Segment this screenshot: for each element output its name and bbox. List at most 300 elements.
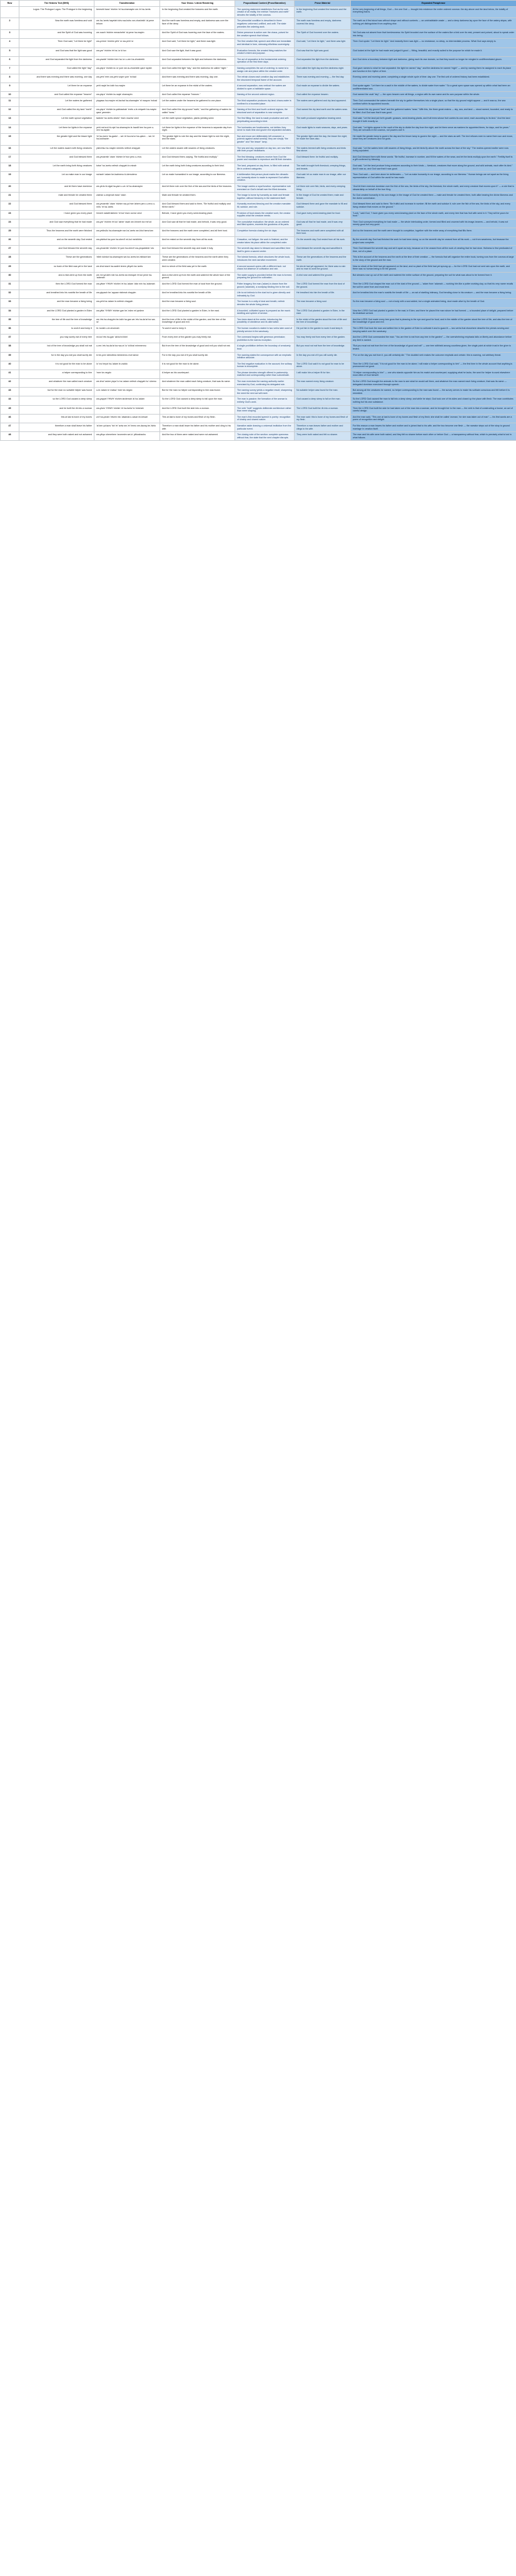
table-row xyxy=(1,352,516,361)
propositional-content: The human vocation is stated in two verbs later used of priestly service in the sanctuary. xyxy=(235,325,295,334)
row-number: 19 xyxy=(1,172,19,184)
propositional-content: The image is borne by humanity as male and female together, without hierarchy in the statement itself. xyxy=(235,193,295,201)
propositional-content: Naming of the second ordered region. xyxy=(235,92,295,98)
gloss-literal: And God saw all that he had made, and behold, it was very good. xyxy=(160,219,235,228)
col-header-paraphrase: Expanded Paraphrase xyxy=(351,1,516,7)
gloss-literal: Let the earth sprout vegetation, plants yielding seed. xyxy=(160,116,235,124)
row-number: 45 xyxy=(1,405,19,414)
row-number: 6 xyxy=(1,56,19,65)
propositional-content: The sea and sky, separated on day two, are now filled with their proper inhabitants. xyxy=(235,145,295,154)
gloss-literal: And God saw the light, that it was good. xyxy=(160,48,235,56)
expanded-paraphrase: Then the LORD God said, "It is not good for the man to be alone; I will make a helper corresponding to him" — the first time in the whole account that anything is pronounced not good. xyxy=(351,361,516,370)
expanded-paraphrase: So the man became a living soul — not a body with a soul added, but a single animated being, dust made alive by the breath of God. xyxy=(351,299,516,308)
expanded-paraphrase: Then God said — and here alone he deliberates — "Let us make humanity in our image, according to our likeness." Human beings are set apart as the living representation of God within the world he has made. xyxy=(351,172,516,184)
gloss-literal: And whatever the man called each living creature, that was its name. xyxy=(160,379,235,388)
hebrew-text: and they were both naked and not ashamed xyxy=(19,432,94,441)
gloss-literal: Let there be an expanse in the midst of the waters. xyxy=(160,83,235,92)
hebrew-text: God called the light "day" xyxy=(19,65,94,74)
transliteration: wa-yavdel 'elohim ben ha-'or u-ven ha-choshekh xyxy=(94,56,160,65)
row-number: 26 xyxy=(1,237,19,246)
transliteration: we-yirdu bi-dgat ha-yam u-ve-'of ha-shamayim xyxy=(94,183,160,192)
table-row xyxy=(1,263,516,272)
hebrew-text: Let the waters swarm with living creatures xyxy=(19,145,94,154)
expanded-paraphrase: Yet God was not absent from that formlessness: his Spirit brooded over the surface of the waters like a bird over its nest, present and poised, about to speak order into being. xyxy=(351,30,516,39)
table-row xyxy=(1,210,516,219)
transliteration: lo' tov heyot ha-'adam le-vaddo xyxy=(94,361,160,370)
propositional-content: The primordial condition is described in three negatives: unformed, unfilled, and unlit. The state precedes the ordering work. xyxy=(235,18,295,30)
row-number: 24 xyxy=(1,219,19,228)
transliteration: we-ruach 'elohim merachefet 'al-pene ha-mayim xyxy=(94,30,160,39)
hebrew-text: Let there be lights in the expanse xyxy=(19,124,94,133)
propositional-content: The land, prepared on day three, is filled with animal life in ordered categories. xyxy=(235,163,295,171)
transliteration: 'al ken ya'azov 'ish 'et 'aviw we-'et 'immo we-davaq be-'ishto xyxy=(94,423,160,432)
table-row xyxy=(1,193,516,201)
gloss-literal: And the heavens and the earth were completed, and all their host. xyxy=(160,228,235,236)
row-number: 29 xyxy=(1,263,19,272)
prose-material: You may freely eat from every tree of the garden. xyxy=(295,335,351,343)
gloss-literal: Let the waters swarm with swarms of living creatures. xyxy=(160,145,235,154)
row-number: 17 xyxy=(1,154,19,163)
gloss-literal: From every tree of the garden you may freely eat. xyxy=(160,335,235,343)
hebrew-text: and the man became a living being xyxy=(19,299,94,308)
hebrew-text: no bush of the field was yet in the land xyxy=(19,263,94,272)
transliteration: wa-yehi 'erev wa-yehi voqer yom 'echad xyxy=(94,74,160,83)
hebrew-text: Let the waters be gathered xyxy=(19,98,94,107)
table-row xyxy=(1,343,516,352)
expanded-paraphrase: But among all the creatures he named, no helper corresponding to the man was found — the survey serves to make his solitude conscious and felt before it is remedied. xyxy=(351,388,516,396)
propositional-content: Sun and moon are deliberately left unnamed, a polemic against astral worship; they are simply "the greater" and "the lesser" lamp. xyxy=(235,133,295,145)
expanded-paraphrase: So God created humanity in his own image; in the image of God he created them — male and female he created them, both alike bearing the divine likeness and the divine commission. xyxy=(351,193,516,201)
row-number: 31 xyxy=(1,281,19,290)
propositional-content: The opening statement establishes God as the sole creator of all reality; the merism "heavens and earth" denotes the totality of the cosmos. xyxy=(235,6,295,18)
propositional-content: Humanity receives blessing and the creation mandate: fill, subdue, and rule. xyxy=(235,201,295,210)
transliteration: we-ha-'arets hayetah tohu wa-bohu we-choshekh 'al-pene tehom xyxy=(94,18,160,30)
propositional-content: Life is not intrinsic to the dust but is given directly and intimately by God. xyxy=(235,290,295,299)
expanded-paraphrase: Now no shrub of the field had yet appeared on the land, and no plant of the field had yet sprung up — for the LORD God had not sent rain upon the earth, and there was no human being to till the ground. xyxy=(351,263,516,272)
table-row xyxy=(1,379,516,388)
hebrew-text: and God called the expanse "heaven" xyxy=(19,92,94,98)
row-number: 9 xyxy=(1,83,19,92)
propositional-content: The image carries a royal function: representative rule exercised on God's behalf over the filled domains. xyxy=(235,183,295,192)
expanded-paraphrase: The LORD God took the man and settled him in the garden of Eden to cultivate it and to guard it — two verbs that elsewhere describe the priests serving and keeping watch over the sanctuary. xyxy=(351,325,516,334)
propositional-content: A single prohibition defines the boundary of creaturely trust. xyxy=(235,343,295,352)
row-number: 32 xyxy=(1,290,19,299)
prose-material: The heavens and earth were completed with all their host. xyxy=(295,228,351,236)
propositional-content: The warning states the consequence with an emphatic infinitive absolute. xyxy=(235,352,295,361)
transliteration: wa-yehi ha-'adam le-nefesh chayyah xyxy=(94,299,160,308)
col-header-prose: Prose Material xyxy=(295,1,351,7)
hebrew-text: and he built the rib into a woman xyxy=(19,405,94,414)
row-number: 40 xyxy=(1,361,19,370)
expanded-paraphrase: God said, "Let lights appear in the vault of the sky to divide the day from the night, and let them serve as markers for appointed times, for days, and for years." They are servants in the cosmos, not powers over it. xyxy=(351,124,516,133)
expanded-paraphrase: God said, "Let the waters teem with swarms of living things, and let birds fly above the earth across the face of the sky." The realms opened earlier were now richly populated. xyxy=(351,145,516,154)
prose-material: Let them rule over fish, birds, and every creeping thing. xyxy=(295,183,351,192)
transliteration: zo't ha-pa'am 'etsem me-'atsamai u-vasar mi-besari xyxy=(94,414,160,423)
expanded-paraphrase: And so the heavens and the earth were brought to completion, together with the entire array of everything that fills them. xyxy=(351,228,516,236)
gloss-literal: Let there be lights in the expanse of the heavens to separate day from night. xyxy=(160,124,235,133)
table-row xyxy=(1,316,516,325)
transliteration: wa-yevarekh 'elohim 'et yom ha-shevi'i wa-yeqaddesh 'oto xyxy=(94,246,160,254)
row-number: 18 xyxy=(1,163,19,171)
hebrew-text: so the LORD God caused a deep sleep xyxy=(19,396,94,405)
table-row xyxy=(1,92,516,98)
expanded-paraphrase: He made the greater lamp to govern the day and the lesser lamp to govern the night — and the stars as well. The text refuses even to name them sun and moon, since they are creatures and not gods. xyxy=(351,133,516,145)
transliteration: wa-yevarekh 'otam 'elohim wa-yo'mer lahem peru u-revu u-mil'u 'et ha-'arets xyxy=(94,201,160,210)
table-row xyxy=(1,154,516,163)
row-number: 8 xyxy=(1,74,19,83)
gloss-literal: And God blessed them, saying, "Be fruitful and multiply." xyxy=(160,154,235,163)
col-header-transliteration: Transliteration xyxy=(94,1,160,7)
table-row xyxy=(1,325,516,334)
propositional-content: A bounded, cultivated space is prepared as the man's dwelling and sphere of service. xyxy=(235,308,295,316)
prose-material: No suitable helper was found for the man. xyxy=(295,388,351,396)
gloss-literal: And the Spirit of God was hovering over the face of the waters. xyxy=(160,30,235,39)
prose-material: The greater light ruled the day, the lesser the night; he made the stars also. xyxy=(295,133,351,145)
hebrew-text: Logos: The Prologue Logos: The Prologue In the beginning xyxy=(19,6,94,18)
gloss-literal: For in the day you eat of it you shall surely die. xyxy=(160,352,235,361)
expanded-paraphrase: Then the LORD God shaped the man out of the dust of the ground — 'adam from 'adamah — working him like a potter working clay, so that his very name recalls the soil he came from and must tend. xyxy=(351,281,516,290)
hebrew-text: but of the tree of knowledge you shall not eat xyxy=(19,343,94,352)
hebrew-text: and God saw everything that he had made xyxy=(19,219,94,228)
propositional-content: The first creative fiat; speech and effect are immediate and identical in form, stressing effortless sovereignty. xyxy=(235,39,295,48)
table-row xyxy=(1,163,516,171)
row-number: 30 xyxy=(1,272,19,281)
expanded-paraphrase: "For on the day you eat from it, you will certainly die." The doubled verb makes the outcome emphatic and certain: this is warning, not arbitrary threat. xyxy=(351,352,516,361)
propositional-content: The act of separation is the fundamental ordering operation of the first three days. xyxy=(235,56,295,65)
row-number: 14 xyxy=(1,124,19,133)
table-row xyxy=(1,56,516,65)
hebrew-text: and God separated the light from the darkness xyxy=(19,56,94,65)
gloss-literal: So the LORD God caused a deep sleep to fall upon the man. xyxy=(160,396,235,405)
row-number: 15 xyxy=(1,133,19,145)
table-row xyxy=(1,18,516,30)
table-row xyxy=(1,201,516,210)
propositional-content: A second account opens with a different lack: not chaos but absence of cultivation and rain. xyxy=(235,263,295,272)
table-row xyxy=(1,423,516,432)
hebrew-text: and God blessed them xyxy=(19,154,94,163)
table-row xyxy=(1,172,516,184)
hebrew-text: and breathed into his nostrils the breath of life xyxy=(19,290,94,299)
expanded-paraphrase: God spoke again: "Let there be a vault in the middle of the waters, to divide water from water." So a great open space was opened up within what had been an undifferentiated sea. xyxy=(351,83,516,92)
gloss-literal: Male and female he created them. xyxy=(160,193,235,201)
prose-material: God blessed the seventh day and sanctified it. xyxy=(295,246,351,254)
prose-material: The man said: this is bone of my bones and flesh of my flesh. xyxy=(295,414,351,423)
row-number: 37 xyxy=(1,335,19,343)
hebrew-text: Now the earth was formless and void xyxy=(19,18,94,30)
prose-material: They were both naked and felt no shame. xyxy=(295,432,351,441)
hebrew-text: and let them have dominion xyxy=(19,183,94,192)
expanded-paraphrase: Then God blessed the seventh day and set it apart as holy, because on it he ceased from all the work of creating that he had done. Holiness is first predicated of time, not of a place. xyxy=(351,246,516,254)
transliteration: 'elleh toledot ha-shamayim we-ha-'arets be-hibbare'am xyxy=(94,254,160,263)
hebrew-text: and God called the dry land "earth" xyxy=(19,107,94,116)
gloss-literal: And the tree of life in the midst of the garden, and the tree of the knowledge of good and evil. xyxy=(160,316,235,325)
prose-material: God blessed them and gave the mandate to fill and subdue. xyxy=(295,201,351,210)
propositional-content: The man is passive; the formation of the woman is entirely God's work. xyxy=(235,396,295,405)
hebrew-text: then the LORD God formed the man xyxy=(19,281,94,290)
row-number: 28 xyxy=(1,254,19,263)
gloss-literal: And the earth was formless and empty, and darkness was over the face of the deep. xyxy=(160,18,235,30)
gloss-literal: It is not good for the man to be alone. xyxy=(160,361,235,370)
table-row xyxy=(1,405,516,414)
table-row xyxy=(1,39,516,48)
transliteration: 'ezer ke-negdo xyxy=(94,370,160,378)
transliteration: we-'ed ya'aleh min ha-'arets we-hishqah 'et kol pene ha-'adamah xyxy=(94,272,160,281)
gloss-literal: And no shrub of the field was yet in the earth. xyxy=(160,263,235,272)
prose-material: The LORD God built the rib into a woman. xyxy=(295,405,351,414)
table-row xyxy=(1,414,516,423)
gloss-literal: And there was evening and there was morning, day one. xyxy=(160,74,235,83)
expanded-paraphrase: And he breathed into the man's nostrils the breath of life — an act of startling intimacy, God bending close to his creature — and the man became a living being. xyxy=(351,290,516,299)
hebrew-text: it is not good for the man to be alone xyxy=(19,361,94,370)
gloss-literal: And the man became a living soul. xyxy=(160,299,235,308)
transliteration: wa-yiqra' 'elohim la-raqia' shamayim xyxy=(94,92,160,98)
propositional-content: The command begins with generous permission; prohibition is the narrow exception. xyxy=(235,335,295,343)
table-row xyxy=(1,116,516,124)
propositional-content: Potter imagery; the man ('adam) is drawn from the ground ('adamah), a wordplay binding him to the soil. xyxy=(235,281,295,290)
row-number: 41 xyxy=(1,370,19,378)
transliteration: wa-yitser YHWH 'elohim 'et ha-'adam 'afar min ha-'adamah xyxy=(94,281,160,290)
row-number: 27 xyxy=(1,246,19,254)
table-row xyxy=(1,6,516,18)
transliteration: wa-yekhullu ha-shamayim we-ha-'arets we-khol tseva'am xyxy=(94,228,160,236)
prose-material: In the midst of the garden stood the tree of life and the tree of knowledge. xyxy=(295,316,351,325)
row-number: 38 xyxy=(1,343,19,352)
propositional-content: Divine presence is active over the chaos, poised for the creative speech that follows. xyxy=(235,30,295,39)
prose-material: God blessed them: be fruitful and multiply. xyxy=(295,154,351,163)
prose-material: The LORD God said it is not good for man to be alone. xyxy=(295,361,351,370)
hebrew-text: Let the earth sprout vegetation xyxy=(19,116,94,124)
row-number: 21 xyxy=(1,193,19,201)
transliteration: zakhar u-neqevah bara' 'otam xyxy=(94,193,160,201)
row-number: 11 xyxy=(1,98,19,107)
hebrew-text: Thus the heavens and the earth were finished xyxy=(19,228,94,236)
transliteration: tadshe' ha-'arets deshe' 'esev mazria' zera' xyxy=(94,116,160,124)
table-row xyxy=(1,48,516,56)
transliteration: wa-yishbot ba-yom ha-shevi'i mi-kol mela'khto xyxy=(94,237,160,246)
propositional-content: A second separation, now vertical: the waters are divided to open a habitable space. xyxy=(235,83,295,92)
table-row xyxy=(1,107,516,116)
prose-material: In the beginning God created the heavens and the earth. xyxy=(295,6,351,18)
row-number: 22 xyxy=(1,201,19,210)
prose-material: The waters teemed with living creatures and birds flew above. xyxy=(295,145,351,154)
hebrew-text: and God blessed the seventh day xyxy=(19,246,94,254)
prose-material: The earth was formless and empty, darkness covered the deep. xyxy=(295,18,351,30)
prose-material: The earth produced vegetation bearing seed. xyxy=(295,116,351,124)
transliteration: totse' ha-'arets nefesh chayyah le-minah xyxy=(94,163,160,171)
expanded-paraphrase: God looked at the light he had made and judged it good — fitting, beautiful, and exactly suited to the purpose for which he made it. xyxy=(351,48,516,56)
propositional-content: The luminaries are functionaries, not deities: they serve to mark time and govern the separated domains. xyxy=(235,124,295,133)
col-header-row: Row xyxy=(1,1,19,7)
transliteration: wa-yo'mer 'elohim yehi 'or wa-yehi 'or xyxy=(94,39,160,48)
table-row xyxy=(1,145,516,154)
prose-material: The waters were gathered and dry land appeared. xyxy=(295,98,351,107)
row-number: 12 xyxy=(1,107,19,116)
hebrew-text: you may surely eat of every tree xyxy=(19,335,94,343)
propositional-content: The human is a unity of dust and breath; nefesh denotes the whole living person. xyxy=(235,299,295,308)
table-row xyxy=(1,237,516,246)
row-number xyxy=(1,6,19,18)
gloss-literal: Let us make humankind in our image, according to our likeness. xyxy=(160,172,235,184)
propositional-content: The naming survey yields a negative result, sharpening the need the next act will meet. xyxy=(235,388,295,396)
row-number: 34 xyxy=(1,308,19,316)
hebrew-text: Then God said, "Let there be light" xyxy=(19,39,94,48)
col-header-gloss: Your Gloss / Literal Rendering xyxy=(160,1,235,7)
expanded-paraphrase: God gave names to what he had separated: the light he named "day," and the darkness he named "night" — and by naming them he assigned to each its place and function in the rhythm of time. xyxy=(351,65,516,74)
hebrew-text: but for the man no suitable helper was found xyxy=(19,388,94,396)
gloss-literal: But from the tree of the knowledge of good and evil you shall not eat. xyxy=(160,343,235,352)
table-row xyxy=(1,272,516,281)
propositional-content: The man's first recorded speech is poetry: recognition of kinship and shared nature. xyxy=(235,414,295,423)
gloss-literal: And God said, "Let there be light," and there was light. xyxy=(160,39,235,48)
table-row xyxy=(1,370,516,378)
prose-material: He breathed into him the breath of life. xyxy=(295,290,351,299)
prose-material: God saw all that he had made, and it was very good. xyxy=(295,219,351,228)
expanded-paraphrase: So the LORD God caused the man to fall into a deep sleep; and while he slept, God took one of his sides and closed up the place with flesh. The man contributes nothing but his own substance. xyxy=(351,396,516,405)
propositional-content: Completion formula closing the six days. xyxy=(235,228,295,236)
gloss-literal: And God called the dry ground "earth," and the gathering of waters he called "seas." xyxy=(160,107,235,116)
prose-material: In the image of God he created them; male and female. xyxy=(295,193,351,201)
header-row xyxy=(1,1,516,7)
col-header-propositional: Propositional Content (Prose/Narrative) xyxy=(235,1,295,7)
translation-table xyxy=(0,0,516,441)
prose-material: God caused a deep sleep to fall on the man. xyxy=(295,396,351,405)
hebrew-text: and the Spirit of God was hovering xyxy=(19,30,94,39)
table-row xyxy=(1,335,516,343)
prose-material: God called the light day and the darkness night. xyxy=(295,65,351,74)
hebrew-text: and the LORD God planted a garden in Eden xyxy=(19,308,94,316)
propositional-content: The closing note of the section: complete openness without fear, the state that the next chapter disrupts. xyxy=(235,432,295,441)
expanded-paraphrase: "And let them exercise dominion over the fish of the sea, the birds of the sky, the livestock, the whole earth, and every creature that moves upon it" — a rule that is stewardship on behalf of the true King. xyxy=(351,183,516,192)
propositional-content: Two trees stand at the center, introducing the possibility of obedience and its alternative. xyxy=(235,316,295,325)
transliteration: yiqqawu ha-mayim mi-tachat ha-shamayim 'el maqom 'echad xyxy=(94,98,160,107)
expanded-paraphrase: And the LORD God commanded the man: "You are free to eat from any tree in the garden" — the overwhelming emphasis falls on liberty and abundance before any limit is named. xyxy=(351,335,516,343)
prose-material: In the day you eat of it you will surely die. xyxy=(295,352,351,361)
prose-material: The man became a living soul. xyxy=(295,299,351,308)
table-row xyxy=(1,388,516,396)
expanded-paraphrase: Then God surveyed everything he had made — the whole interlocking order, formed and filled and crowned with his image-bearers — and behold, it was not merely good but very good. xyxy=(351,219,516,228)
gloss-literal: These are the generations of the heavens and the earth when they were created. xyxy=(160,254,235,263)
expanded-paraphrase: God said, "Let the land put forth growth: grasses, seed-bearing plants, and fruit trees whose fruit carries its own seed, each according to its kind." And the land brought it forth exactly so. xyxy=(351,116,516,124)
transliteration: we-khol 'asher yiqra' lo ha-'adam nefesh chayyah hu' shemo xyxy=(94,379,160,388)
prose-material: On the seventh day God rested from all his work. xyxy=(295,237,351,246)
prose-material: He put him in the garden to work it and keep it. xyxy=(295,325,351,334)
row-number: 23 xyxy=(1,210,19,219)
expanded-paraphrase: Then God commanded the waters beneath the sky to gather themselves into a single place, so that the dry ground might appear — and it was so, the sea confined within its appointed bounds. xyxy=(351,98,516,107)
hebrew-text: I have given you every plant xyxy=(19,210,94,219)
gloss-literal: In the beginning God created the heavens and the earth. xyxy=(160,6,235,18)
expanded-paraphrase: "But you must not eat from the tree of the knowledge of good and evil" — one tree withheld among countless given, the single point at which trust in the giver is tested. xyxy=(351,343,516,352)
transliteration: yehi me'orot bi-rqia' ha-shamayim le-havdil ben ha-yom u-ven ha-laylah xyxy=(94,124,160,133)
hebrew-text: therefore a man shall leave his father xyxy=(19,423,94,432)
table-row xyxy=(1,219,516,228)
transliteration: yehi raqia' be-tokh ha-mayim xyxy=(94,83,160,92)
propositional-content: A deliberative first-person plural marks the climactic act; humanity alone is made to represent God within creation. xyxy=(235,172,295,184)
transliteration: wa-yar' 'elohim 'et kol 'asher 'asah we-hinneh tov me'od xyxy=(94,219,160,228)
row-number: 36 xyxy=(1,325,19,334)
propositional-content: Provision of food closes the creative work; the creator supplies what the creature needs. xyxy=(235,210,295,219)
expanded-paraphrase: God said, "Let the land produce living creatures according to their kinds — livestock, creatures that move along the ground, and wild animals, each after its kind." And it was so, and God saw that it was good. xyxy=(351,163,516,171)
transliteration: yishretsu ha-mayim sherets nefesh chayyah xyxy=(94,145,160,154)
prose-material: God separated the light from the darkness. xyxy=(295,56,351,65)
propositional-content: Evaluation formula; the created thing matches the creator's intent and purpose. xyxy=(235,48,295,56)
transliteration: wa-yitta' YHWH 'elohim gan be-'eden mi-qedem xyxy=(94,308,160,316)
propositional-content: The third separation produces dry land; chaos-water is confined to a bounded place. xyxy=(235,98,295,107)
row-number: 2 xyxy=(1,18,19,30)
table-body xyxy=(1,6,516,441)
transliteration: we-'ets ha-chayyim be-tokh ha-gan we-'ets ha-da'at tov wa-ra' xyxy=(94,316,160,325)
prose-material: The earth brought forth livestock, creeping things, and beasts. xyxy=(295,163,351,171)
table-row xyxy=(1,30,516,39)
expanded-paraphrase: "Look," said God, "I have given you every seed-bearing plant on the face of the whole earth, and every tree that has fruit with seed in it. They will be yours for food." xyxy=(351,210,516,219)
prose-material: God said: let us make man in our image, after our likeness. xyxy=(295,172,351,184)
prose-material: A mist rose and watered the ground. xyxy=(295,272,351,281)
gloss-literal: Behold, I have given you every seed-bearing plant. xyxy=(160,210,235,219)
gloss-literal: To work it and to keep it. xyxy=(160,325,235,334)
propositional-content: The first blessing: creatures receive from God the power and mandate to reproduce and fill their domains. xyxy=(235,154,295,163)
expanded-paraphrase: God named the dry ground "land" and the gathered waters "seas." With this, the three great realms — sky, sea, and land — stood named, bounded, and ready to be filled. And God saw that it was good. xyxy=(351,107,516,116)
prose-material: But you must not eat from the tree of knowledge. xyxy=(295,343,351,352)
row-number: 46 xyxy=(1,414,19,423)
gloss-literal: And God separated between the light and between the darkness. xyxy=(160,56,235,65)
gloss-literal: And the LORD God formed the man of dust from the ground. xyxy=(160,281,235,290)
expanded-paraphrase: Then God spoke: "Let there be light." And instantly there was light — no resistance, no delay, no intermediate process. What God says simply is. xyxy=(351,39,516,48)
transliteration: 'et ha-ma'or ha-gadol ... we-'et ha-ma'or ha-qaton ... we-'et ha-kokhavim xyxy=(94,133,160,145)
transliteration: ki be-yom 'akholkha mimmennu mot tamut xyxy=(94,352,160,361)
hebrew-text: and whatever the man called each creature xyxy=(19,379,94,388)
hebrew-text: These are the generations xyxy=(19,254,94,263)
expanded-paraphrase: For this reason a man leaves his father and mother and is joined fast to his wife, and the two become one flesh — the narrator steps out of the story to ground marriage in creation itself. xyxy=(351,423,516,432)
row-number: 47 xyxy=(1,423,19,432)
prose-material: I will make him a helper fit for him. xyxy=(295,370,351,378)
gloss-literal: And the LORD God built the side into a woman. xyxy=(160,405,235,414)
transliteration: wa-yippach be-'appaw nishmat chayyim xyxy=(94,290,160,299)
row-number: 35 xyxy=(1,316,19,325)
table-row xyxy=(1,65,516,74)
row-number: 5 xyxy=(1,48,19,56)
transliteration: wa-yiqra' 'elohim la-yabbashah 'erets u-le-miqweh ha-mayim qara' yammim xyxy=(94,107,160,116)
hebrew-text: Let us make man in our image xyxy=(19,172,94,184)
expanded-paraphrase: By the seventh day God had finished the work he had been doing; so on the seventh day he ceased from all his work — not from weariness, but because the project was complete. xyxy=(351,237,516,246)
prose-material: No shrub had yet appeared, for there was no rain and no man to work the ground. xyxy=(295,263,351,272)
expanded-paraphrase: God blessed them and said to them: "Be fruitful and increase in number; fill the earth and subdue it; rule over the fish of the sea, the birds of the sky, and every living creature that moves on the ground." xyxy=(351,201,516,210)
table-row xyxy=(1,83,516,92)
hebrew-text: male and female he created them xyxy=(19,193,94,201)
propositional-content: The phrase denotes strength offered in partnership, matched and corresponding rather than subordinate. xyxy=(235,370,295,378)
transliteration: wa-yappel YHWH 'elohim tardemah 'al ha-'adam xyxy=(94,396,160,405)
transliteration: we-khol siach ha-sadeh terem yihyeh ba-'arets xyxy=(94,263,160,272)
propositional-content: The cumulative evaluation: the whole, as an ordered and filled system, exceeds the goodness of its parts. xyxy=(235,219,295,228)
expanded-paraphrase: And God drew a boundary between light and darkness, giving each its own domain, so that they would no longer be mingled in undifferentiated gloom. xyxy=(351,56,516,65)
expanded-paraphrase: This is the account of the heavens and the earth at the time of their creation — the formula that will organize the entire book, turning now from the cosmos at large to the story of the ground and the man. xyxy=(351,254,516,263)
row-number: 20 xyxy=(1,183,19,192)
prose-material: The LORD God formed the man from the dust of the ground. xyxy=(295,281,351,290)
table-row xyxy=(1,396,516,405)
table-row xyxy=(1,361,516,370)
transliteration: wa-yevarekh 'otam 'elohim le'mor peru u-revu xyxy=(94,154,160,163)
row-number: 16 xyxy=(1,145,19,154)
hebrew-text: to work it and keep it xyxy=(19,325,94,334)
hebrew-text: and a mist went up from the earth xyxy=(19,272,94,281)
prose-material: The LORD God planted a garden in Eden, in the east. xyxy=(295,308,351,316)
expanded-paraphrase: Then the LORD God built the side he had taken out of the man into a woman, and he brought her to the man — the verb is that of constructing a house, an act of careful design. xyxy=(351,405,516,414)
expanded-paraphrase: Evening came and morning came, completing a single whole cycle of time: day one. The first unit of ordered history had been established. xyxy=(351,74,516,83)
propositional-content: The verb "built" suggests deliberate architecture rather than mere shaping. xyxy=(235,405,295,414)
table-row xyxy=(1,254,516,263)
table-row xyxy=(1,228,516,236)
row-number: 13 xyxy=(1,116,19,124)
gloss-literal: And God called the expanse "heaven." xyxy=(160,92,235,98)
gloss-literal: A helper as his counterpart. xyxy=(160,370,235,378)
